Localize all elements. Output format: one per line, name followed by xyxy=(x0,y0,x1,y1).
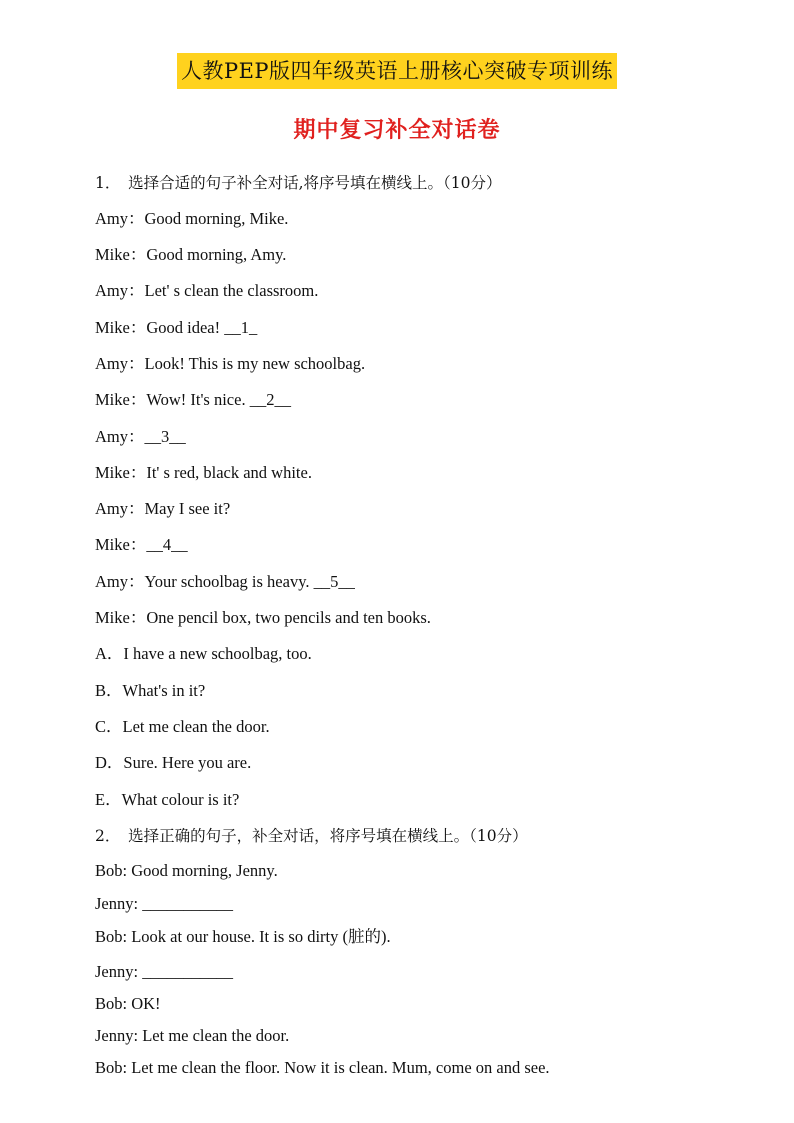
question-1-prompt: 1． 选择合适的句子补全对话,将序号填在横线上。（10分） xyxy=(95,174,502,192)
dialogue-line: Amy：Good morning, Mike. xyxy=(95,209,289,228)
dialogue-line: Amy：Look! This is my new schoolbag. xyxy=(95,354,366,373)
dialogue-line: Amy：__3__ xyxy=(95,427,186,446)
answer-option: E．What colour is it? xyxy=(95,790,240,809)
answer-option: C．Let me clean the door. xyxy=(95,717,270,736)
answer-option: D．Sure. Here you are. xyxy=(95,753,252,772)
question-2-prompt: 2． 选择正确的句子，补全对话，将序号填在横线上。（10分） xyxy=(95,827,528,845)
page-title: 期中复习补全对话卷 xyxy=(293,118,501,143)
page-header xyxy=(0,53,794,89)
answer-option: A．I have a new schoolbag, too. xyxy=(95,644,312,663)
answer-option: B．What's in it? xyxy=(95,681,206,700)
dialogue-line: Bob: Let me clean the floor. Now it is clean. Mum, come on and see. xyxy=(95,1058,550,1077)
header-banner: 人教PEP版四年级英语上册核心突破专项训练 xyxy=(177,53,617,89)
dialogue-line: Amy：Your schoolbag is heavy. __5__ xyxy=(95,572,355,591)
dialogue-line: Jenny: ___________ xyxy=(95,962,233,981)
dialogue-line: Amy：Let' s clean the classroom. xyxy=(95,281,319,300)
dialogue-line: Jenny: Let me clean the door. xyxy=(95,1026,290,1045)
dialogue-line: Mike：Good morning, Amy. xyxy=(95,245,287,264)
dialogue-line: Mike：Good idea! __1_ xyxy=(95,318,258,337)
dialogue-line: Bob: OK! xyxy=(95,994,161,1013)
dialogue-line: Jenny: ___________ xyxy=(95,894,233,913)
dialogue-line: Bob: Look at our house. It is so dirty (脏的). xyxy=(95,927,391,946)
dialogue-line: Mike：Wow! It's nice. __2__ xyxy=(95,390,291,409)
dialogue-line: Bob: Good morning, Jenny. xyxy=(95,861,278,880)
dialogue-line: Mike：__4__ xyxy=(95,535,188,554)
dialogue-line: Amy：May I see it? xyxy=(95,499,231,518)
dialogue-line: Mike：It' s red, black and white. xyxy=(95,463,312,482)
dialogue-line: Mike：One pencil box, two pencils and ten books. xyxy=(95,608,431,627)
